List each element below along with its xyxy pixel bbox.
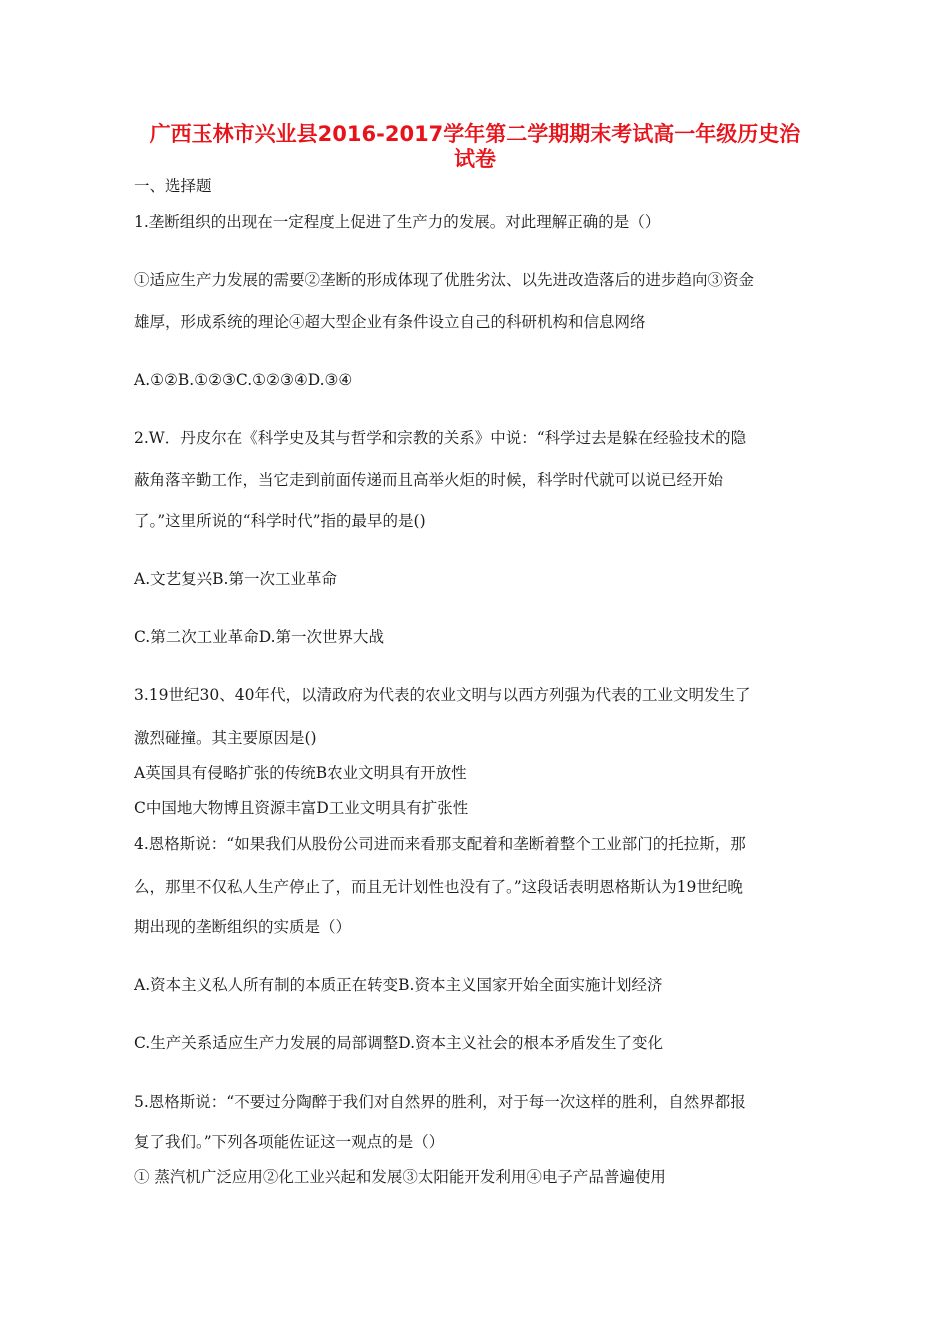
question-1-statement-line: 雄厚，形成系统的理论④超大型企业有条件设立自己的科研机构和信息网络 <box>134 313 646 331</box>
question-4-stem: 么，那里不仅私人生产停止了，而且无计划性也没有了。”这段话表明恩格斯认为19世纪晚 <box>134 878 743 896</box>
question-3-options: A英国具有侵略扩张的传统B农业文明具有开放性 <box>134 764 467 782</box>
question-2-options: A.文艺复兴B.第一次工业革命 <box>134 570 337 588</box>
title-line-1: 广西玉林市兴业县2016-2017学年第二学期期末考试高一年级历史治 <box>149 122 801 146</box>
question-5-stem: 5.恩格斯说：“不要过分陶醉于我们对自然界的胜利，对于每一次这样的胜利，自然界都报 <box>134 1093 746 1111</box>
question-3-stem: 激烈碰撞。其主要原因是() <box>134 729 317 747</box>
question-1-stem: 1.垄断组织的出现在一定程度上促进了生产力的发展。对此理解正确的是（） <box>134 213 661 231</box>
question-4-stem: 期出现的垄断组织的实质是（） <box>134 918 352 936</box>
document-title <box>120 122 830 172</box>
section-heading: 一、选择题 <box>134 177 212 195</box>
question-2-options: C.第二次工业革命D.第一次世界大战 <box>134 628 385 646</box>
question-5-stem: 复了我们。”下列各项能佐证这一观点的是（） <box>134 1133 445 1151</box>
question-2-stem: 了。”这里所说的“科学时代”指的最早的是() <box>134 512 426 530</box>
question-3-stem: 3.19世纪30、40年代，以清政府为代表的农业文明与以西方列强为代表的工业文明发生了 <box>134 686 751 704</box>
question-1-statement-line: ①适应生产力发展的需要②垄断的形成体现了优胜劣汰、以先进改造落后的进步趋向③资金 <box>134 271 755 289</box>
title-line-2: 试卷 <box>454 147 496 171</box>
question-3-options: C中国地大物博且资源丰富D工业文明具有扩张性 <box>134 799 469 817</box>
question-2-stem: 2.W．丹皮尔在《科学史及其与哲学和宗教的关系》中说：“科学过去是躲在经验技术的隐 <box>134 429 747 447</box>
question-5-statements: ① 蒸汽机广泛应用②化工业兴起和发展③太阳能开发利用④电子产品普遍使用 <box>134 1168 666 1186</box>
question-4-stem: 4.恩格斯说：“如果我们从股份公司进而来看那支配着和垄断着整个工业部门的托拉斯，那 <box>134 835 746 853</box>
question-1-options: A.①②B.①②③C.①②③④D.③④ <box>134 371 353 389</box>
question-4-options: A.资本主义私人所有制的本质正在转变B.资本主义国家开始全面实施计划经济 <box>134 976 663 994</box>
question-4-options: C.生产关系适应生产力发展的局部调整D.资本主义社会的根本矛盾发生了变化 <box>134 1034 664 1052</box>
question-2-stem: 蔽角落辛勤工作，当它走到前面传递而且高举火炬的时候，科学时代就可以说已经开始 <box>134 471 724 489</box>
